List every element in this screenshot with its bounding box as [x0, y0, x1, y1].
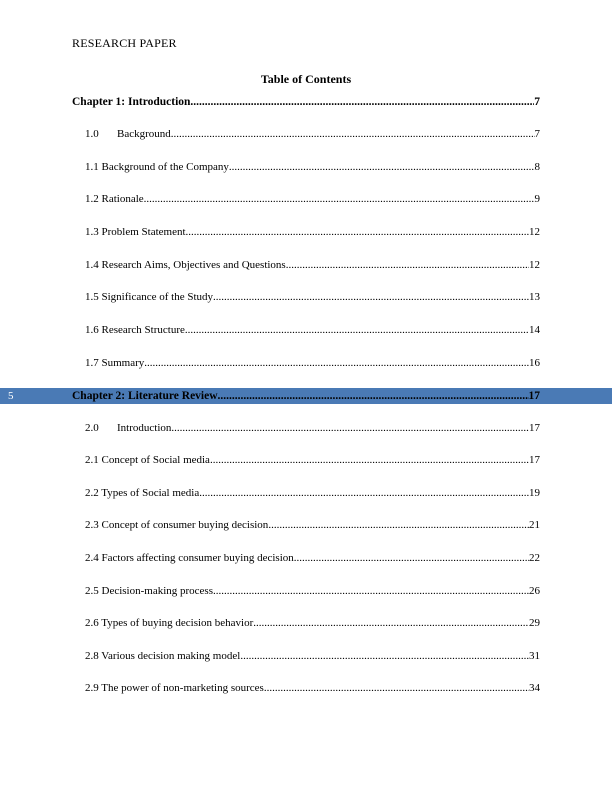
toc-entry-label: 2.4 Factors affecting consumer buying decision	[85, 552, 294, 564]
toc-entry-2-8[interactable]	[85, 648, 540, 664]
toc-page-number: 16	[529, 357, 540, 369]
toc-page-number: 31	[529, 650, 540, 662]
running-head: RESEARCH PAPER	[72, 36, 177, 50]
toc-entry-1-4[interactable]	[85, 257, 540, 273]
toc-entry-label: 1.4 Research Aims, Objectives and Questions	[85, 259, 286, 271]
toc-chapter-2[interactable]	[72, 388, 540, 404]
toc-entry-label: Chapter 2: Literature Review	[72, 390, 218, 402]
toc-entry-label: 2.3 Concept of consumer buying decision	[85, 519, 269, 531]
toc-entry-2-1[interactable]	[85, 452, 540, 468]
dot-leader	[144, 355, 529, 371]
toc-page-number: 17	[529, 454, 540, 466]
toc-entry-1-7[interactable]	[85, 355, 540, 371]
dot-leader	[190, 94, 534, 110]
toc-entry-2-0[interactable]	[85, 420, 540, 436]
toc-page-number: 26	[529, 585, 540, 597]
toc-entry-label: 2.1 Concept of Social media	[85, 454, 210, 466]
toc-entry-label	[85, 126, 171, 142]
toc-entry-label: 1.5 Significance of the Study	[85, 291, 214, 303]
toc-entry-1-5[interactable]	[85, 289, 540, 305]
toc-page-number: 34	[529, 682, 540, 694]
toc-page-number: 13	[529, 291, 540, 303]
toc-page-number: 29	[529, 617, 540, 629]
dot-leader	[264, 680, 529, 696]
toc-entry-label: 2.5 Decision-making process	[85, 585, 213, 597]
toc-entry-2-4[interactable]	[85, 550, 540, 566]
dot-leader	[171, 420, 529, 436]
toc-entry-label: Chapter 1: Introduction	[72, 96, 191, 108]
line-number: 5	[8, 390, 14, 402]
toc-entry-label: 1.6 Research Structure	[85, 324, 185, 336]
toc-page-number: 19	[529, 487, 540, 499]
toc-entry-label: 1.1 Background of the Company	[85, 161, 229, 173]
toc-page-number: 22	[529, 552, 540, 564]
dot-leader	[294, 550, 529, 566]
toc-entry-label: 2.2 Types of Social media	[85, 487, 200, 499]
toc-page-number: 17	[529, 422, 540, 434]
toc-entry-1-1[interactable]	[85, 159, 540, 175]
dot-leader	[286, 257, 529, 273]
toc-entry-2-9[interactable]	[85, 680, 540, 696]
toc-entry-text: Introduction	[117, 422, 172, 434]
dot-leader	[186, 224, 529, 240]
toc-entry-1-3[interactable]	[85, 224, 540, 240]
toc-entry-1-2[interactable]	[85, 191, 540, 207]
dot-leader	[144, 191, 535, 207]
toc-entry-text: Background	[117, 128, 171, 140]
dot-leader	[199, 485, 529, 501]
toc-entry-2-6[interactable]	[85, 615, 540, 631]
toc-entry-label: 2.9 The power of non-marketing sources	[85, 682, 264, 694]
toc-page-number: 8	[534, 161, 540, 173]
toc-page-number: 17	[528, 390, 540, 402]
toc-entry-label: 2.6 Types of buying decision behavior	[85, 617, 254, 629]
toc-page-number: 12	[529, 226, 540, 238]
toc-entry-2-3[interactable]	[85, 517, 540, 533]
toc-entry-1-6[interactable]	[85, 322, 540, 338]
toc-chapter-1[interactable]	[72, 94, 540, 110]
toc-page-number: 7	[534, 128, 540, 140]
toc-page-number: 7	[534, 96, 540, 108]
toc-entry-number: 2.0	[85, 422, 99, 434]
toc-entry-number: 1.0	[85, 128, 99, 140]
dot-leader	[213, 289, 529, 305]
dot-leader	[171, 126, 535, 142]
toc-entry-label: 1.2 Rationale	[85, 193, 144, 205]
toc-entry-1-0[interactable]	[85, 126, 540, 142]
toc-page-number: 21	[529, 519, 540, 531]
dot-leader	[213, 583, 529, 599]
dot-leader	[210, 452, 529, 468]
toc-page-number: 12	[529, 259, 540, 271]
toc-page-number: 14	[529, 324, 540, 336]
toc-entry-2-5[interactable]	[85, 583, 540, 599]
toc-entry-label: 1.7 Summary	[85, 357, 145, 369]
dot-leader	[229, 159, 535, 175]
toc-entry-label: 1.3 Problem Statement	[85, 226, 186, 238]
toc-title: Table of Contents	[260, 72, 352, 86]
dot-leader	[253, 615, 529, 631]
toc-entry-label	[85, 420, 171, 436]
dot-leader	[185, 322, 529, 338]
dot-leader	[240, 648, 529, 664]
dot-leader	[218, 388, 529, 404]
dot-leader	[268, 517, 529, 533]
toc-entry-2-2[interactable]	[85, 485, 540, 501]
toc-page-number: 9	[534, 193, 540, 205]
toc-entry-label: 2.8 Various decision making model	[85, 650, 241, 662]
